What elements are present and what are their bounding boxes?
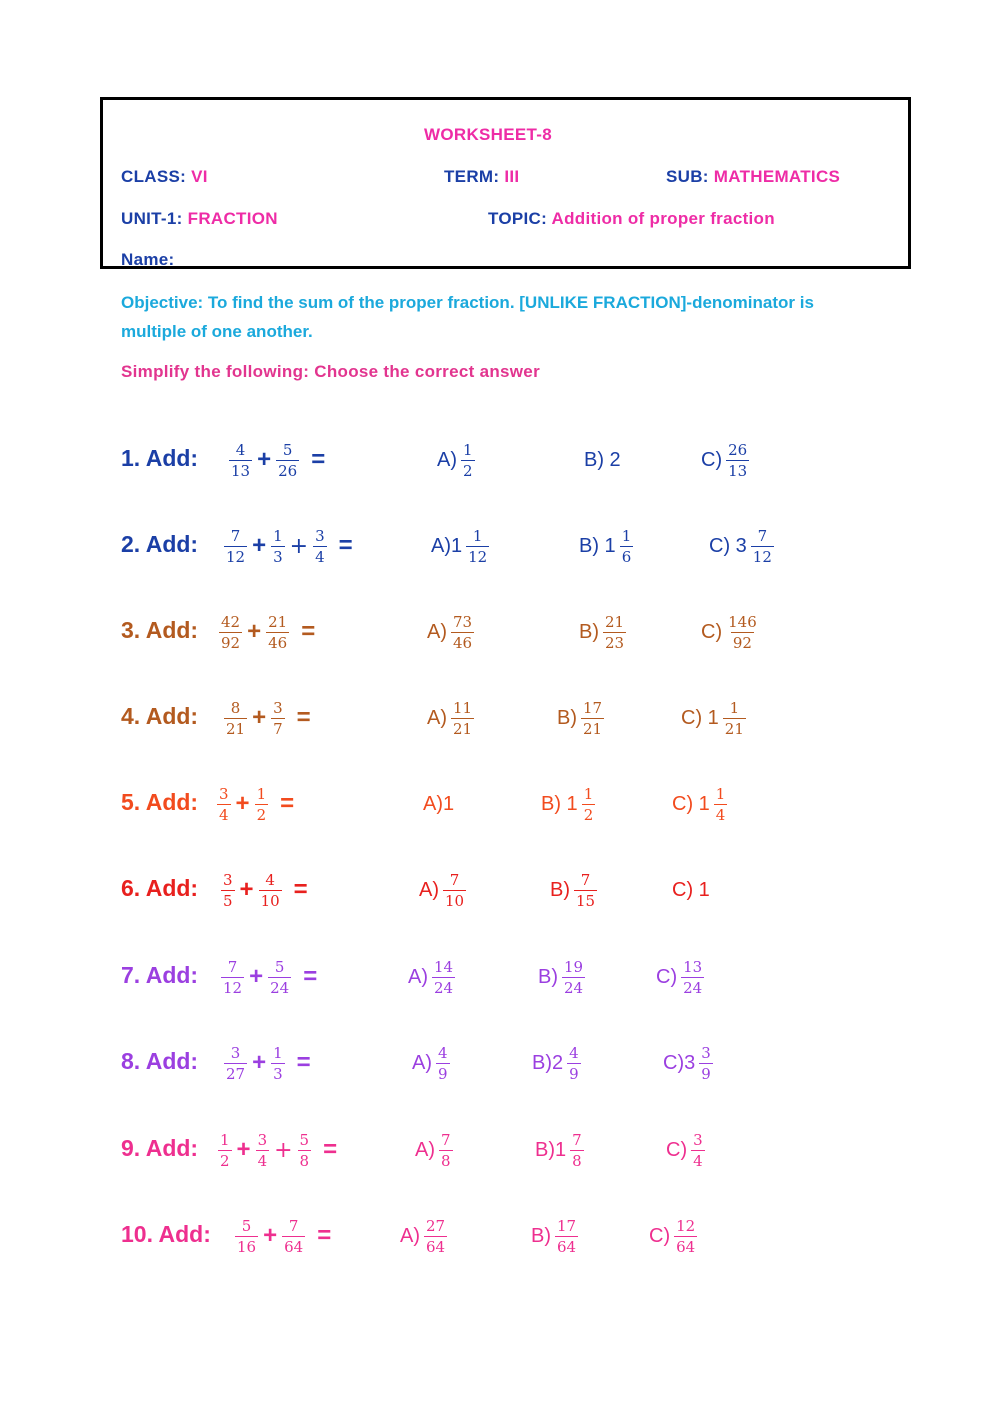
numerator: 42 bbox=[221, 612, 241, 631]
numerator: 5 bbox=[282, 440, 293, 459]
option-prefix: A) bbox=[437, 448, 457, 471]
denominator: 2 bbox=[220, 1151, 230, 1170]
option-prefix: B) bbox=[557, 706, 577, 729]
denominator: 64 bbox=[676, 1237, 696, 1256]
question-row bbox=[121, 1120, 881, 1180]
option-fraction bbox=[723, 700, 746, 737]
question-row bbox=[121, 947, 881, 1007]
denominator: 4 bbox=[693, 1151, 703, 1170]
denominator: 64 bbox=[426, 1237, 446, 1256]
option-a[interactable] bbox=[404, 947, 457, 1007]
equals-sign: = bbox=[311, 446, 326, 473]
question-label: 3. Add: bbox=[121, 617, 199, 643]
plus-sign: + bbox=[235, 790, 250, 817]
subject-field bbox=[666, 167, 840, 187]
unit-value: FRACTION bbox=[187, 209, 278, 228]
fraction-2 bbox=[271, 528, 285, 565]
class-value: VI bbox=[191, 167, 208, 186]
question-row bbox=[121, 516, 881, 576]
numerator: 3 bbox=[693, 1130, 703, 1149]
question-row bbox=[121, 860, 881, 920]
equals-sign: = bbox=[317, 1222, 332, 1249]
option-fraction bbox=[570, 1132, 584, 1169]
denominator: 12 bbox=[752, 547, 772, 566]
question-row bbox=[121, 1206, 881, 1266]
option-fraction bbox=[466, 528, 489, 565]
denominator: 46 bbox=[453, 633, 473, 652]
denominator: 9 bbox=[701, 1064, 711, 1083]
equals-sign: = bbox=[293, 876, 308, 903]
numerator: 5 bbox=[299, 1130, 310, 1149]
option-fraction bbox=[562, 959, 585, 996]
fraction-2 bbox=[268, 959, 291, 996]
fraction-1 bbox=[224, 1045, 247, 1082]
denominator: 27 bbox=[226, 1064, 246, 1083]
fraction-1 bbox=[217, 786, 231, 823]
numerator: 1 bbox=[273, 526, 283, 545]
denominator: 7 bbox=[273, 719, 283, 738]
option-prefix: A) bbox=[427, 620, 447, 643]
denominator: 8 bbox=[441, 1151, 451, 1170]
numerator: 4 bbox=[235, 440, 246, 459]
option-prefix: B) 1 bbox=[579, 534, 616, 557]
denominator: 21 bbox=[226, 719, 246, 738]
question-expression bbox=[222, 1033, 314, 1093]
option-fraction bbox=[751, 528, 774, 565]
option-b[interactable] bbox=[546, 860, 599, 920]
option-fraction bbox=[439, 1132, 453, 1169]
option-prefix: A) bbox=[408, 965, 428, 988]
fraction-2 bbox=[266, 614, 289, 651]
numerator: 7 bbox=[230, 526, 241, 545]
option-c[interactable] bbox=[697, 430, 751, 490]
question-label: 2. Add: bbox=[121, 531, 199, 557]
plus-sign: + bbox=[247, 618, 262, 645]
plus-sign: + bbox=[263, 1222, 278, 1249]
option-fraction bbox=[691, 1132, 705, 1169]
option-b[interactable] bbox=[575, 516, 635, 576]
denominator: 6 bbox=[621, 547, 632, 566]
denominator: 8 bbox=[572, 1151, 582, 1170]
option-fraction bbox=[620, 528, 634, 565]
option-fraction bbox=[555, 1218, 578, 1255]
equals-sign: = bbox=[303, 963, 318, 990]
plus-sign: + bbox=[252, 532, 267, 559]
numerator: 11 bbox=[453, 698, 473, 717]
equals-sign: = bbox=[280, 790, 295, 817]
question-expression bbox=[215, 774, 297, 834]
denominator: 92 bbox=[732, 633, 752, 652]
denominator: 46 bbox=[268, 633, 288, 652]
denominator: 21 bbox=[453, 719, 473, 738]
denominator: 16 bbox=[237, 1237, 257, 1256]
option-prefix: B)2 bbox=[532, 1051, 564, 1074]
option-prefix: A)1 bbox=[431, 534, 463, 557]
fraction-2 bbox=[256, 1132, 270, 1169]
denominator: 8 bbox=[299, 1151, 310, 1170]
option-fraction bbox=[726, 614, 759, 651]
fraction-1 bbox=[224, 700, 247, 737]
question-row bbox=[121, 1033, 881, 1093]
fraction-2 bbox=[255, 786, 269, 823]
numerator: 7 bbox=[441, 1130, 451, 1149]
numerator: 1 bbox=[621, 526, 632, 545]
numerator: 3 bbox=[257, 1130, 268, 1149]
numerator: 26 bbox=[728, 440, 748, 459]
denominator: 13 bbox=[728, 461, 748, 480]
fraction-1 bbox=[229, 442, 252, 479]
question-expression bbox=[227, 430, 328, 490]
option-a[interactable] bbox=[427, 516, 491, 576]
question-label: 5. Add: bbox=[121, 789, 199, 815]
equals-sign: = bbox=[296, 704, 311, 731]
numerator: 17 bbox=[557, 1216, 577, 1235]
question-row bbox=[121, 774, 881, 834]
numerator: 4 bbox=[569, 1043, 579, 1062]
denominator: 10 bbox=[260, 891, 280, 910]
question-expression bbox=[222, 688, 314, 748]
denominator: 12 bbox=[223, 978, 243, 997]
denominator: 24 bbox=[564, 978, 584, 997]
denominator: 4 bbox=[715, 805, 726, 824]
fraction-1 bbox=[221, 959, 244, 996]
denominator: 24 bbox=[434, 978, 454, 997]
plus-sign: + bbox=[252, 1049, 267, 1076]
numerator: 1 bbox=[220, 1130, 230, 1149]
numerator: 7 bbox=[288, 1216, 299, 1235]
numerator: 12 bbox=[676, 1216, 696, 1235]
term-value: III bbox=[504, 167, 520, 186]
denominator: 5 bbox=[223, 891, 233, 910]
option-prefix: B) bbox=[579, 620, 599, 643]
option-prefix: B) bbox=[550, 878, 570, 901]
fraction-2 bbox=[259, 872, 282, 909]
option-fraction bbox=[443, 872, 466, 909]
option-c[interactable] bbox=[668, 860, 712, 920]
option-b[interactable] bbox=[553, 688, 606, 748]
plus-sign: + bbox=[236, 1136, 251, 1163]
denominator: 24 bbox=[270, 978, 290, 997]
option-c[interactable] bbox=[662, 1120, 707, 1180]
numerator: 27 bbox=[426, 1216, 446, 1235]
numerator: 13 bbox=[683, 957, 703, 976]
plus-sign: + bbox=[249, 963, 264, 990]
denominator: 2 bbox=[583, 805, 594, 824]
question-label: 7. Add: bbox=[121, 962, 199, 988]
numerator: 5 bbox=[241, 1216, 252, 1235]
option-prefix: B) bbox=[531, 1224, 551, 1247]
class-label: CLASS: bbox=[121, 167, 187, 186]
option-prefix: A) bbox=[412, 1051, 432, 1074]
option-c[interactable] bbox=[652, 947, 706, 1007]
numerator: 7 bbox=[227, 957, 238, 976]
denominator: 21 bbox=[583, 719, 603, 738]
denominator: 15 bbox=[576, 891, 596, 910]
denominator: 21 bbox=[724, 719, 744, 738]
option-b[interactable] bbox=[527, 1206, 580, 1266]
option-fraction bbox=[582, 786, 596, 823]
question-expression bbox=[233, 1206, 334, 1266]
denominator: 12 bbox=[226, 547, 246, 566]
question-row bbox=[121, 688, 881, 748]
option-prefix: B) 2 bbox=[584, 448, 621, 471]
option-prefix: C) bbox=[666, 1138, 688, 1161]
equals-sign: = bbox=[301, 618, 316, 645]
numerator: 1 bbox=[256, 784, 267, 803]
fraction-2 bbox=[282, 1218, 305, 1255]
option-a[interactable] bbox=[415, 860, 468, 920]
unit-field bbox=[121, 209, 278, 229]
numerator: 3 bbox=[273, 698, 283, 717]
numerator: 3 bbox=[223, 870, 233, 889]
denominator: 26 bbox=[278, 461, 298, 480]
option-c[interactable] bbox=[645, 1206, 699, 1266]
numerator: 8 bbox=[230, 698, 241, 717]
fraction-2 bbox=[276, 442, 299, 479]
option-prefix: A) bbox=[427, 706, 447, 729]
option-b[interactable] bbox=[531, 1120, 586, 1180]
option-b[interactable] bbox=[528, 1033, 583, 1093]
denominator: 3 bbox=[273, 547, 283, 566]
denominator: 64 bbox=[284, 1237, 304, 1256]
option-fraction bbox=[681, 959, 704, 996]
option-prefix: C) 3 bbox=[709, 534, 747, 557]
denominator: 2 bbox=[256, 805, 267, 824]
fraction-1 bbox=[224, 528, 247, 565]
option-c[interactable] bbox=[697, 602, 761, 662]
option-fraction bbox=[603, 614, 626, 651]
question-label: 4. Add: bbox=[121, 703, 199, 729]
option-a[interactable] bbox=[433, 430, 477, 490]
option-a[interactable] bbox=[408, 1033, 452, 1093]
numerator: 4 bbox=[265, 870, 275, 889]
question-expression bbox=[219, 947, 320, 1007]
denominator: 10 bbox=[445, 891, 465, 910]
numerator: 3 bbox=[219, 784, 229, 803]
option-prefix: C) 1 bbox=[672, 878, 710, 901]
fraction-2 bbox=[271, 1045, 285, 1082]
option-b[interactable] bbox=[537, 774, 597, 834]
denominator: 23 bbox=[605, 633, 625, 652]
question-label: 10. Add: bbox=[121, 1221, 211, 1247]
numerator: 73 bbox=[453, 612, 473, 631]
denominator: 13 bbox=[231, 461, 251, 480]
subject-value: MATHEMATICS bbox=[713, 167, 841, 186]
question-row bbox=[121, 602, 881, 662]
numerator: 1 bbox=[273, 1043, 283, 1062]
option-fraction bbox=[574, 872, 597, 909]
numerator: 21 bbox=[605, 612, 625, 631]
fraction-1 bbox=[219, 614, 242, 651]
fraction-3 bbox=[313, 528, 327, 565]
denominator: 92 bbox=[221, 633, 241, 652]
option-prefix: C) bbox=[656, 965, 678, 988]
option-fraction bbox=[424, 1218, 447, 1255]
question-expression bbox=[219, 860, 311, 920]
numerator: 19 bbox=[564, 957, 584, 976]
denominator: 2 bbox=[463, 461, 473, 480]
objective-text: Objective: To find the sum of the proper fraction. [UNLIKE FRACTION]-denominator is multiple of one another. bbox=[121, 293, 814, 341]
term-field bbox=[444, 167, 519, 187]
instruction-text: Simplify the following: Choose the correct answer bbox=[121, 362, 540, 381]
worksheet-title: WORKSHEET-8 bbox=[424, 125, 552, 144]
topic-label: TOPIC: bbox=[488, 209, 548, 228]
numerator: 1 bbox=[729, 698, 740, 717]
equals-sign: = bbox=[323, 1136, 338, 1163]
option-fraction bbox=[714, 786, 728, 823]
option-fraction bbox=[726, 442, 749, 479]
question-label: 9. Add: bbox=[121, 1135, 199, 1161]
question-expression bbox=[217, 602, 318, 662]
fraction-1 bbox=[218, 1132, 232, 1169]
plus-sign: + bbox=[257, 446, 272, 473]
question-label: 8. Add: bbox=[121, 1048, 199, 1074]
numerator: 17 bbox=[583, 698, 603, 717]
name-label: Name: bbox=[121, 250, 175, 269]
denominator: 3 bbox=[273, 1064, 283, 1083]
question-row bbox=[121, 430, 881, 490]
numerator: 1 bbox=[583, 784, 594, 803]
option-fraction bbox=[581, 700, 604, 737]
option-prefix: A) bbox=[400, 1224, 420, 1247]
plus-sign: + bbox=[252, 704, 267, 731]
option-prefix: C) bbox=[649, 1224, 671, 1247]
numerator: 3 bbox=[701, 1043, 711, 1062]
denominator: 4 bbox=[257, 1151, 268, 1170]
numerator: 7 bbox=[580, 870, 591, 889]
fraction-2 bbox=[271, 700, 285, 737]
option-prefix: B)1 bbox=[535, 1138, 567, 1161]
plus-sign: + bbox=[274, 1137, 293, 1163]
plus-sign: + bbox=[239, 876, 254, 903]
numerator: 5 bbox=[274, 957, 285, 976]
option-prefix: C) bbox=[701, 448, 723, 471]
option-fraction bbox=[451, 700, 474, 737]
question-label: 1. Add: bbox=[121, 445, 199, 471]
numerator: 1 bbox=[472, 526, 483, 545]
option-fraction bbox=[451, 614, 474, 651]
numerator: 7 bbox=[757, 526, 768, 545]
option-prefix: C) bbox=[701, 620, 723, 643]
option-fraction bbox=[436, 1045, 450, 1082]
equals-sign: = bbox=[338, 532, 353, 559]
fraction-3 bbox=[298, 1132, 312, 1169]
question-expression bbox=[216, 1120, 340, 1180]
option-prefix: C)3 bbox=[663, 1051, 696, 1074]
fraction-1 bbox=[221, 872, 235, 909]
denominator: 9 bbox=[569, 1064, 579, 1083]
option-c[interactable] bbox=[659, 1033, 715, 1093]
numerator: 146 bbox=[728, 612, 757, 631]
option-b[interactable] bbox=[534, 947, 587, 1007]
option-c[interactable] bbox=[668, 774, 729, 834]
denominator: 9 bbox=[438, 1064, 448, 1083]
numerator: 7 bbox=[572, 1130, 582, 1149]
fraction-1 bbox=[235, 1218, 258, 1255]
topic-value: Addition of proper fraction bbox=[551, 209, 775, 228]
denominator: 4 bbox=[219, 805, 229, 824]
option-fraction bbox=[432, 959, 455, 996]
numerator: 3 bbox=[315, 526, 325, 545]
numerator: 7 bbox=[449, 870, 460, 889]
option-fraction bbox=[674, 1218, 697, 1255]
option-fraction bbox=[461, 442, 475, 479]
numerator: 1 bbox=[463, 440, 473, 459]
option-c[interactable] bbox=[677, 688, 748, 748]
denominator: 4 bbox=[315, 547, 325, 566]
numerator: 3 bbox=[230, 1043, 241, 1062]
numerator: 21 bbox=[268, 612, 288, 631]
option-prefix: A) bbox=[415, 1138, 435, 1161]
class-field bbox=[121, 167, 208, 187]
question-expression bbox=[222, 516, 356, 576]
option-fraction bbox=[567, 1045, 581, 1082]
option-a[interactable] bbox=[396, 1206, 449, 1266]
denominator: 24 bbox=[683, 978, 703, 997]
term-label: TERM: bbox=[444, 167, 500, 186]
option-prefix: B) 1 bbox=[541, 792, 578, 815]
denominator: 12 bbox=[468, 547, 488, 566]
topic-field bbox=[488, 209, 775, 229]
option-a[interactable] bbox=[423, 602, 476, 662]
option-prefix: C) 1 bbox=[681, 706, 719, 729]
numerator: 1 bbox=[715, 784, 726, 803]
numerator: 14 bbox=[434, 957, 454, 976]
option-prefix: A) bbox=[419, 878, 439, 901]
unit-label: UNIT-1: bbox=[121, 209, 183, 228]
option-a[interactable] bbox=[423, 688, 476, 748]
plus-sign: + bbox=[289, 533, 309, 559]
option-fraction bbox=[699, 1045, 713, 1082]
option-prefix: C) 1 bbox=[672, 792, 710, 815]
numerator: 4 bbox=[438, 1043, 448, 1062]
option-a[interactable] bbox=[411, 1120, 455, 1180]
question-label: 6. Add: bbox=[121, 875, 199, 901]
equals-sign: = bbox=[296, 1049, 311, 1076]
denominator: 64 bbox=[557, 1237, 577, 1256]
option-a[interactable] bbox=[419, 774, 456, 834]
option-b[interactable] bbox=[580, 430, 623, 490]
option-c[interactable] bbox=[705, 516, 776, 576]
option-b[interactable] bbox=[575, 602, 628, 662]
subject-label: SUB: bbox=[666, 167, 709, 186]
option-prefix: A)1 bbox=[423, 792, 455, 815]
option-prefix: B) bbox=[538, 965, 558, 988]
